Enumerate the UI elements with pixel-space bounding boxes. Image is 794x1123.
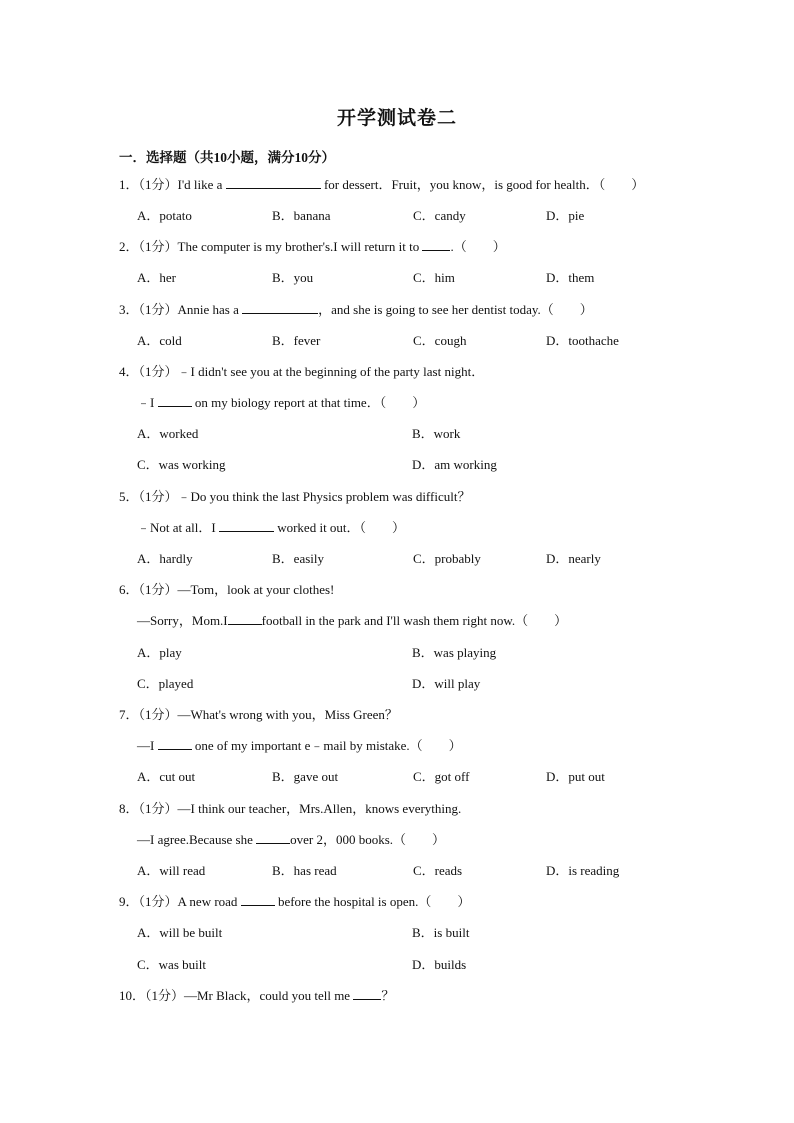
question-text: 8．（1分）—I think our teacher，Mrs.Allen，knows everything. [119,801,462,816]
question-stem [119,238,506,256]
question-text: 3．（1分）Annie has a [119,302,243,317]
question-text: 6．（1分）—Tom，look at your clothes! [119,582,335,597]
answer-option-c: C．him [413,270,455,285]
question-text: ﹣I [137,395,158,410]
answer-option-d: D．pie [546,208,585,223]
answer-option-b: B．you [272,270,314,285]
answer-blank [226,176,321,189]
question-dialogue-line [137,519,405,537]
question-text: —Sorry，Mom.I [137,613,228,628]
question-dialogue-line [137,394,425,412]
question-text: worked it out．（ ） [273,520,406,535]
question-text: 10．（1分）—Mr Black，could you tell me [119,988,354,1003]
answer-blank [422,238,450,251]
question-stem [119,581,334,599]
answer-blank [219,519,274,532]
question-stem [119,301,593,319]
question-text: —I [137,738,158,753]
answer-option-c: C．candy [413,208,466,223]
answer-blank [242,301,318,314]
question-dialogue-line [137,612,567,630]
answer-option-a: A．play [137,645,182,660]
question-text: on my biology report at that time．（ ） [191,395,426,410]
answer-blank [158,737,192,750]
question-text: 4．（1分）﹣I didn't see you at the beginning of the party last night． [119,364,485,379]
question-dialogue-line [137,737,462,755]
answer-option-d: D．will play [412,676,481,691]
question-text: over 2，000 books.（ ） [290,832,446,847]
answer-option-b: B．fever [272,333,321,348]
answer-blank [158,394,192,407]
answer-option-b: B．was playing [412,645,497,660]
answer-option-b: B．work [412,426,461,441]
question-text: 9．（1分）A new road [119,894,241,909]
answer-option-c: C．reads [413,863,463,878]
answer-option-d: D．builds [412,957,467,972]
question-text: —I agree.Because she [137,832,257,847]
answer-option-b: B．is built [412,925,470,940]
question-stem [119,893,470,911]
answer-blank [241,893,275,906]
question-stem [119,363,484,381]
answer-option-d: D．toothache [546,333,619,348]
question-text: ﹣Not at all．I [137,520,219,535]
question-stem [119,987,394,1005]
answer-option-a: A．cold [137,333,182,348]
answer-option-a: A．will read [137,863,206,878]
answer-option-c: C．was working [137,457,226,472]
answer-option-a: A．hardly [137,551,193,566]
question-stem [119,800,461,818]
answer-blank [256,831,290,844]
answer-option-c: C．was built [137,957,206,972]
answer-option-d: D．nearly [546,551,601,566]
answer-option-a: A．worked [137,426,199,441]
answer-option-a: A．will be built [137,925,223,940]
answer-option-c: C．probably [413,551,481,566]
question-text: 2．（1分）The computer is my brother's.I will return it to [119,239,423,254]
answer-option-c: C．got off [413,769,470,784]
question-text: for dessert．Fruit，you know，is good for health．（ ） [320,177,645,192]
answer-option-d: D．is reading [546,863,620,878]
answer-option-b: B．has read [272,863,337,878]
question-text: 1．（1分）I'd like a [119,177,226,192]
question-stem [119,488,470,506]
question-dialogue-line [137,831,445,849]
question-text: 5．（1分）﹣Do you think the last Physics problem was difficult？ [119,489,471,504]
answer-blank [228,612,262,625]
question-text: ？ [381,988,395,1003]
question-text: 7．（1分）—What's wrong with you，Miss Green？ [119,707,398,722]
question-text: .（ ） [450,239,506,254]
answer-option-c: C．cough [413,333,467,348]
answer-option-d: D．them [546,270,595,285]
question-text: ，and she is going to see her dentist today.（ ） [318,302,593,317]
answer-option-a: A．potato [137,208,192,223]
question-stem [119,176,644,194]
section-heading: 一．选择题（共10小题，满分10分） [119,150,335,165]
answer-option-a: A．cut out [137,769,196,784]
answer-option-b: B．gave out [272,769,339,784]
answer-blank [353,987,381,1000]
question-text: football in the park and I'll wash them right now.（ ） [261,613,568,628]
answer-option-c: C．played [137,676,194,691]
answer-option-d: D．put out [546,769,605,784]
question-text: before the hospital is open.（ ） [274,894,471,909]
answer-option-d: D．am working [412,457,497,472]
page-title: 开学测试卷二 [336,108,457,129]
question-text: one of my important e﹣mail by mistake.（ ） [191,738,462,753]
answer-option-b: B．banana [272,208,331,223]
answer-option-a: A．her [137,270,176,285]
question-stem [119,706,398,724]
answer-option-b: B．easily [272,551,324,566]
